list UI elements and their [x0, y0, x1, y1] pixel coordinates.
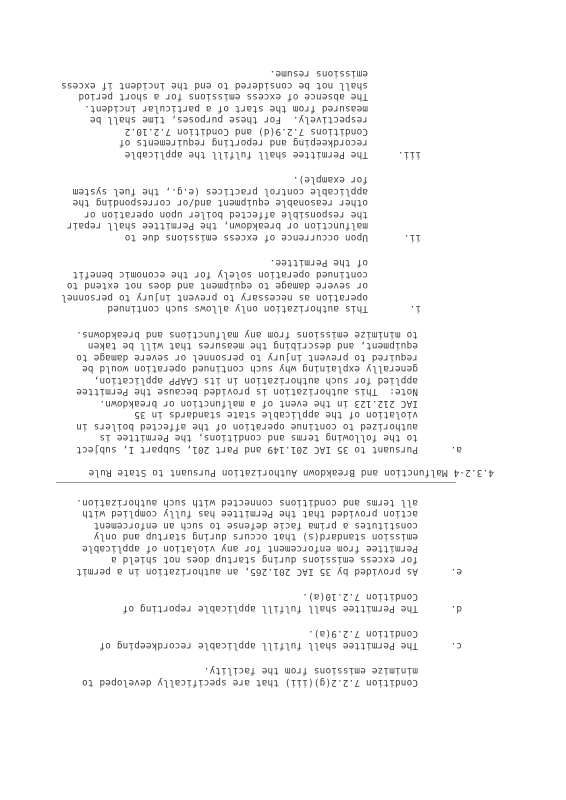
- list-item-line: action provided that the Permittee has fully complied with: [81, 508, 418, 520]
- list-item-line: Condition 7.2.10(a).: [302, 591, 418, 603]
- subitem-line: shall not be considered to end the incident if excess: [60, 80, 368, 91]
- section-body-line: required to prevent injury to personnel or severe damage to: [76, 352, 418, 363]
- subitem-line: for example).: [292, 174, 368, 186]
- list-item-line: The Permittee shall fulfill applicable recordkeeping of: [99, 640, 418, 651]
- list-item-line: Condition 7.2.9(a).: [307, 628, 418, 640]
- subitem-line: The absence of excess emissions for a short period: [78, 91, 368, 103]
- list-item-line: The Permittee shall fulfill applicable reporting of: [122, 603, 418, 614]
- section-body-line: Note: This authorization is provided because the Permittee: [76, 386, 418, 398]
- subitem-marker: ii.: [403, 232, 421, 243]
- subitem-line: This authorization only allows such continued: [107, 303, 368, 315]
- list-item-line: Permittee from enforcement for any violation of applicable: [81, 543, 418, 554]
- pre-section-line: Condition 7.2.2(g)(iii) that are specifically developed to: [81, 677, 418, 688]
- list-item-line: for excess emissions during startup does not shield a: [110, 554, 418, 566]
- list-item-line: emission standard(s) that occurs during startup and only: [93, 531, 418, 543]
- subitem-marker: iii.: [397, 149, 421, 160]
- subitem-line: The Permittee shall fulfill the applicable: [124, 149, 368, 160]
- section-rule: [56, 483, 456, 484]
- list-item-line: all terms and conditions connected with such authorization.: [76, 497, 418, 508]
- section-body-line: to minimize emissions from any malfunctions and breakdowns.: [76, 329, 418, 340]
- list-marker: e.: [450, 566, 462, 577]
- subitem-line: or severe damage to equipment and does not extend to: [66, 280, 368, 292]
- section-body-line: to the following terms and conditions, the Permittee is: [99, 432, 418, 444]
- section-marker: a.: [450, 444, 462, 455]
- section-body-line: generally explaining why such continued operation would be: [81, 363, 418, 375]
- section-body-line: Pursuant to 35 IAC 201.149 and Part 201, Subpart I, subject: [76, 444, 418, 455]
- subitem-line: operation as necessary to prevent injury to personnel: [60, 292, 368, 303]
- subitem-marker: i.: [409, 303, 421, 315]
- subitem-line: emissions resume.: [269, 68, 368, 80]
- subitem-line: malfunction or breakdown, the Permittee shall repair: [66, 220, 368, 232]
- subitem-line: Upon occurrence of excess emissions due to: [124, 232, 368, 243]
- list-item-line: As provided by 35 IAC 201.265, an authorization in a permit: [76, 566, 418, 577]
- subitem-line: measured from the start of a particular incident.: [84, 103, 368, 114]
- subitem-line: the responsible affected boiler upon operation or: [84, 209, 368, 220]
- subitem-line: Conditions 7.2.9(d) and Condition 7.2.10.2: [124, 126, 368, 137]
- subitem-line: respectively. For these purposes, time shall be: [89, 114, 368, 126]
- subitem-line: of the Permittee.: [269, 257, 368, 269]
- list-marker: c.: [450, 640, 462, 651]
- section-body-line: authorized to continue operation of the affected boilers in: [76, 421, 418, 432]
- section-body-line: applied for such authorization in its CAAPP application,: [93, 375, 418, 386]
- subitem-line: recordkeeping and reporting requirements of: [118, 137, 368, 149]
- section-body-line: violation of the applicable state standards in 35: [134, 409, 418, 421]
- subitem-line: other reasonable equipment and/or corresponding the: [72, 197, 368, 209]
- pre-section-line: minimize emissions from the facility.: [203, 665, 418, 677]
- list-marker: d.: [450, 603, 462, 614]
- section-body-line: equipment, and describing the measures that will be taken: [87, 340, 418, 352]
- section-heading: 4.3.2-4 Malfunction and Breakdown Authorization Pursuant to State Rule: [88, 467, 494, 479]
- subitem-line: applicable control practices (e.g., the fuel system: [72, 186, 368, 197]
- list-item-line: constitutes a prima facie defense to such an enforcement: [93, 520, 418, 531]
- section-body-line: IAC 212.123 in the event of a malfunction or breakdown.: [99, 398, 418, 409]
- subitem-line: continued operation solely for the economic benefit: [72, 269, 368, 280]
